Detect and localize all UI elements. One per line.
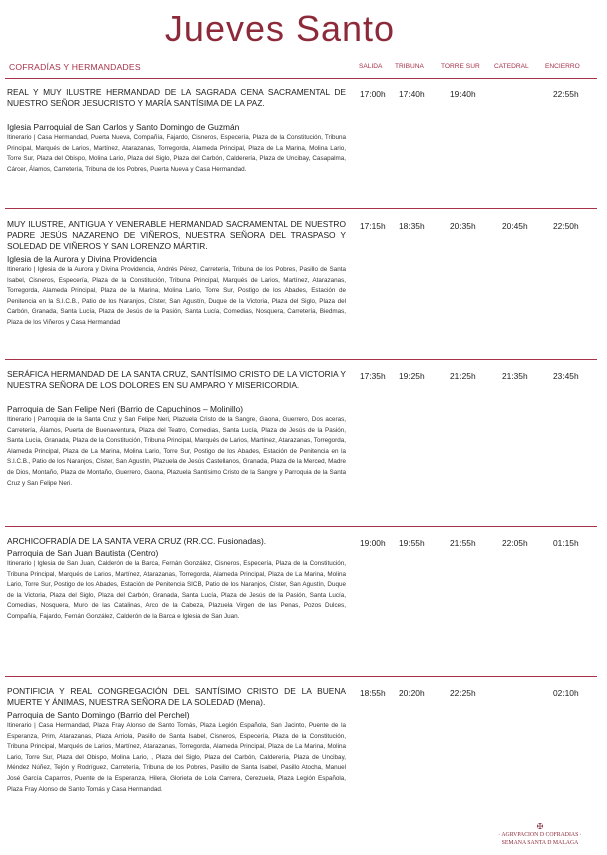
divider <box>5 78 597 79</box>
time-tribuna: 19:25h <box>399 371 425 381</box>
brotherhood-name: ARCHICOFRADÍA DE LA SANTA VERA CRUZ (RR.CC. Fusionadas). <box>7 536 267 546</box>
time-tribuna: 17:40h <box>399 89 425 99</box>
header-tribuna: TRIBUNA <box>395 63 424 70</box>
header-salida: SALIDA <box>359 63 383 70</box>
itinerary: Itinerario | Iglesia de la Aurora y Divina Providencia, Andrés Pérez, Carretería, Tribuna de los Pobres, Pasillo de Santa Isabel, Cisneros, Especería, Plaza de la Constitución, Tribuna Principal, Marqués de Larios, Martínez, Atarazanas, Torregorda, Alameda Principal, Plaza de la Marina, Molina Lario, Torre Sur, Postigo de los Abades, Estación de Penitencia en la S.I.C.B., Patio de los Naranjos, Císter, San Agustín, Duque de la Victoria, Plaza del Siglo, Plaza del Carbón, Granada, Santa Lucía, Plaza de Jesús de la Pasión, Santa Lucía, Comedias, Nosquera, Carretería, Biedmas, Plaza de los Viñeros y Casa Hermandad <box>7 266 346 326</box>
divider <box>5 676 597 677</box>
brotherhood-name: SERÁFICA HERMANDAD DE LA SANTA CRUZ, SANTÍSIMO CRISTO DE LA VICTORIA Y NUESTRA SEÑORA DE LOS DOLORES EN SU AMPARO Y MISERICORDIA. <box>7 369 346 391</box>
itinerary: Itinerario | Casa Hermandad, Puerta Nueva, Compañía, Fajardo, Cisneros, Especería, Plaza de la Constitución, Tribuna Principal, Marqués de Larios, Martínez, Atarazanas, Torregorda, Alameda Principal, Plaza de La Marina, Molina Lario, Torre Sur, Plaza del Obispo, Molina Lario, Plaza del Siglo, Plaza del Carbón, Calderería, Plaza de Uncibay, Casapalma, Cárcer, Álamos, Carretería, Tribuna de los Pobres, Puerta Nueva y Casa Hermandad. <box>7 134 346 173</box>
time-tribuna: 20:20h <box>399 688 425 698</box>
time-torre-sur: 21:25h <box>450 371 476 381</box>
logo-line-1: · AGRVPACION D COFRADIAS · <box>498 832 582 838</box>
time-torre-sur: 19:40h <box>450 89 476 99</box>
divider <box>5 526 597 527</box>
time-salida: 19:00h <box>360 538 386 548</box>
list-item <box>7 219 597 349</box>
list-item <box>7 686 597 826</box>
header-encierro: ENCIERRO <box>545 63 580 70</box>
header-catedral: CATEDRAL <box>494 63 529 70</box>
brotherhood-name: MUY ILUSTRE, ANTIGUA Y VENERABLE HERMANDAD SACRAMENTAL DE NUESTRO PADRE JESÚS NAZARENO DE VIÑEROS, NUESTRA SEÑORA DEL TRASPASO Y SOLEDAD DE VIÑEROS Y SAN LORENZO MÁRTIR. <box>7 219 346 252</box>
divider <box>5 208 597 209</box>
agrupacion-logo <box>485 823 595 847</box>
itinerary: Itinerario | Parroquia de la Santa Cruz y San Felipe Neri, Plazuela Cristo de la Sangre, Gaona, Guerrero, Dos aceras, Carretería, Álamos, Puerta de Buenaventura, Plaza del Teatro, Comedias, Santa Lucía, Plaza de Jesús de la Pasión, Santa Lucía, Granada, Plaza de la Constitución, Tribuna Principal, Marqués de Larios, Martínez, Atarazanas, Torregorda, Alameda Principal, Plaza de La Marina, Molina Lario, Torre Sur, Postigo de los Abades, Estación de Penitencia en la S.I.C.B., Patio de los Naranjos, Císter, San Agustín, Plazuela de Jesús Castellanos, Granada, Plaza de la Merced, Madre de Dios, Montaño, Plaza de Montaño, Guerrero, Gaona, Plazuela Santísimo Cristo de la Sangre y Parroquia de la Santa Cruz y San Felipe Neri. <box>7 416 346 487</box>
church-name: Iglesia Parroquial de San Carlos y Santo Domingo de Guzmán <box>7 122 240 132</box>
list-item <box>7 369 597 514</box>
itinerary: Itinerario | Iglesia de San Juan, Calderón de la Barca, Fernán González, Cisneros, Especería, Plaza de la Constitución, Tribuna Principal, Marqués de Larios, Martínez, Atarazanas, Torregorda, Alameda Principal, Plaza de La Marina, Molina Lario, Torre Sur, Postigo de los Abades, Estación de Penitencia SICB, Patio de los Naranjos, Císter, San Agustín, Duque de la Victoria, Plaza del Siglo, Plaza del Carbón, Granada, Santa Lucía, Plaza de Jesús de la Pasión, Santa Lucía, Comedias, Nosquera, Muro de las Catalinas, Arco de la Cabeza, Plazuela Virgen de las Penas, Pozos Dulces, Compañía, Fajardo, Fernán González, Calderón de la Barca e Iglesia de San Juan. <box>7 560 346 620</box>
time-tribuna: 19:55h <box>399 538 425 548</box>
time-encierro: 01:15h <box>553 538 579 548</box>
brotherhood-name: REAL Y MUY ILUSTRE HERMANDAD DE LA SAGRADA CENA SACRAMENTAL DE NUESTRO SEÑOR JESUCRISTO Y MARÍA SANTÍSIMA DE LA PAZ. <box>7 87 346 109</box>
time-salida: 17:35h <box>360 371 386 381</box>
time-salida: 17:00h <box>360 89 386 99</box>
church-name: Parroquia de San Juan Bautista (Centro) <box>7 548 159 558</box>
table-header <box>9 62 599 76</box>
time-torre-sur: 22:25h <box>450 688 476 698</box>
time-encierro: 22:50h <box>553 221 579 231</box>
header-cofradias: COFRADÍAS Y HERMANDADES <box>9 62 141 72</box>
list-item <box>7 87 597 192</box>
time-encierro: 22:55h <box>553 89 579 99</box>
list-item <box>7 536 597 661</box>
brotherhood-name: PONTIFICIA Y REAL CONGREGACIÓN DEL SANTÍSIMO CRISTO DE LA BUENA MUERTE Y ÁNIMAS, NUESTRA SEÑORA DE LA SOLEDAD (Mena). <box>7 686 346 708</box>
time-torre-sur: 20:35h <box>450 221 476 231</box>
church-name: Parroquia de Santo Domingo (Barrio del Perchel) <box>7 710 190 720</box>
itinerary: Itinerario | Casa Hermandad, Plaza Fray Alonso de Santo Tomás, Plaza Legión Española, San Jacinto, Puente de la Esperanza, Prim, Atarazanas, Plaza Arriola, Pasillo de Santa Isabel, Cisneros, Especería, Plaza de la Constitución, Tribuna Principal, Marqués de Larios, Martínez, Atarazanas, Torregorda, Alameda Principal, Plaza de La Marina, Molina Lario, Torre Sur, Plaza del Obispo, Molina Lario, , Plaza del Siglo, Plaza del Carbón, Calderería, Plaza de Uncibay, Méndez Núñez, Tejón y Rodríguez, Carretería, Tribuna de los Pobres, Pasillo de Santa Isabel, Pasillo Atocha, Manuel José García Caparros, Puente de la Esperanza, Hilera, Glorieta de Lola Carrera, Cerezuela, Plaza Legión Española, Plaza Fray Alonso de Santo Tomás y Casa Hermandad. <box>7 722 346 793</box>
time-torre-sur: 21:55h <box>450 538 476 548</box>
page-title: Jueves Santo <box>164 8 396 49</box>
logo-line-2: SEMANA SANTA D MALAGA <box>501 840 579 846</box>
church-name: Parroquia de San Felipe Neri (Barrio de Capuchinos – Molinillo) <box>7 404 244 414</box>
cross-icon: ✠ <box>536 822 544 831</box>
header-torre-sur: TORRE SUR <box>441 63 480 70</box>
time-tribuna: 18:35h <box>399 221 425 231</box>
time-encierro: 02:10h <box>553 688 579 698</box>
time-catedral: 20:45h <box>502 221 528 231</box>
time-catedral: 22:05h <box>502 538 528 548</box>
time-encierro: 23:45h <box>553 371 579 381</box>
time-salida: 17:15h <box>360 221 386 231</box>
time-catedral: 21:35h <box>502 371 528 381</box>
church-name: Iglesia de la Aurora y Divina Providencia <box>7 254 157 264</box>
divider <box>5 359 597 360</box>
time-salida: 18:55h <box>360 688 386 698</box>
